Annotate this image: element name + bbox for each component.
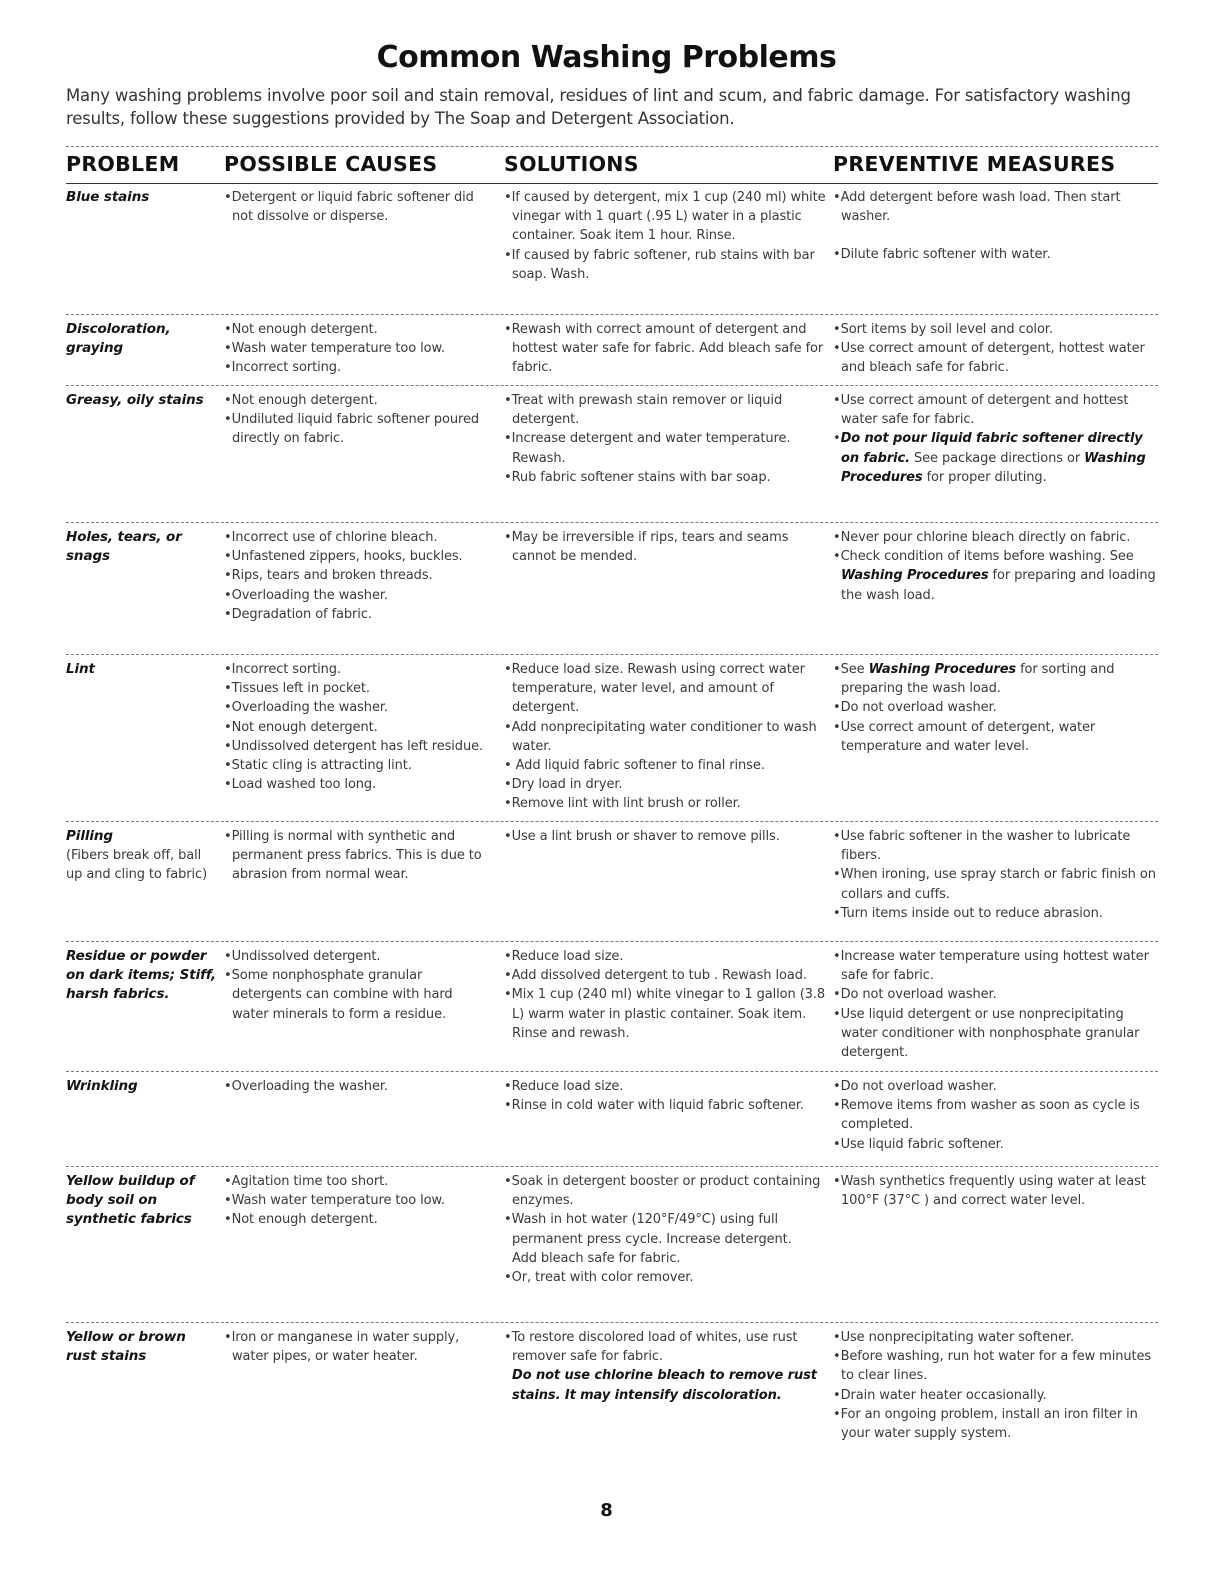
solutions-cell: • Rewash with correct amount of detergent and hottest water safe for fabric. Add bleach safe for fabric. <box>504 320 832 378</box>
solutions-cell: • Soak in detergent booster or product containing enzymes. • Wash in hot water (120°F/49°C) using full permanent press cycle. Increase detergent. Add bleach safe for fabric. • Or, treat with color remover. <box>504 1172 832 1287</box>
problem-name: Lint <box>66 661 95 677</box>
causes-cell: • Overloading the washer. <box>224 1077 492 1096</box>
table-row <box>66 1322 1158 1452</box>
causes-cell: • Iron or manganese in water supply, water pipes, or water heater. <box>224 1328 492 1366</box>
causes-cell: • Incorrect sorting. • Tissues left in pocket. • Overloading the washer. • Not enough detergent. • Undissolved detergent has left residue. • Static cling is attracting lint. • Load washed too long. <box>224 660 492 794</box>
problem-name: Greasy, oily stains <box>66 392 204 408</box>
table-row <box>66 654 1158 822</box>
solutions-cell: • Treat with prewash stain remover or liquid detergent. • Increase detergent and water temperature. Rewash. • Rub fabric softener stains with bar soap. <box>504 391 832 487</box>
solutions-cell: • To restore discolored load of whites, use rust remover safe for fabric. Do not use chlorine bleach to remove rust stains. It may intensify discoloration. <box>504 1328 832 1405</box>
prevention-cell: • Use fabric softener in the washer to lubricate fibers. • When ironing, use spray starch or fabric finish on collars and cuffs. • Turn items inside out to reduce abrasion. <box>833 827 1159 923</box>
table-row <box>66 522 1158 655</box>
table-header <box>66 146 1158 184</box>
prevention-cell: • Use correct amount of detergent and hottest water safe for fabric. • Do not pour liquid fabric softener directly on fabric. See package directions or Washing Procedures for proper diluting. <box>833 391 1159 487</box>
problem-name: Pilling <box>66 828 113 844</box>
prevention-cell: • Never pour chlorine bleach directly on fabric. • Check condition of items before washing. See Washing Procedures for preparing and loading the wash load. <box>833 528 1159 605</box>
solutions-cell: • Use a lint brush or shaver to remove pills. <box>504 827 832 846</box>
prevention-cell: • Add detergent before wash load. Then start washer. • Dilute fabric softener with water. <box>833 188 1159 265</box>
prevention-cell: • Increase water temperature using hottest water safe for fabric. • Do not overload washer. • Use liquid detergent or use nonprecipitating water conditioner with nonphosphate granular detergent. <box>833 947 1159 1062</box>
prevention-cell: • Use nonprecipitating water softener. • Before washing, run hot water for a few minutes to clear lines. • Drain water heater occasionally. • For an ongoing problem, install an iron filter in your water supply system. <box>833 1328 1159 1443</box>
problem-name: Yellow or brown rust stains <box>66 1329 186 1365</box>
problem-name: Holes, tears, or snags <box>66 529 182 565</box>
table-row <box>66 821 1158 942</box>
problem-name: Discoloration, graying <box>66 321 171 357</box>
table-row <box>66 314 1158 386</box>
problem-name: Wrinkling <box>66 1078 138 1094</box>
causes-cell: • Incorrect use of chlorine bleach. • Unfastened zippers, hooks, buckles. • Rips, tears and broken threads. • Overloading the washer. • Degradation of fabric. <box>224 528 492 624</box>
solutions-cell: • Reduce load size. • Add dissolved detergent to tub . Rewash load. • Mix 1 cup (240 ml) white vinegar to 1 gallon (3.8 L) warm water in plastic container. Soak item. Rinse and rewash. <box>504 947 832 1043</box>
causes-cell: • Undissolved detergent. • Some nonphosphate granular detergents can combine with hard water minerals to form a residue. <box>224 947 492 1024</box>
causes-cell: • Not enough detergent. • Undiluted liquid fabric softener poured directly on fabric. <box>224 391 492 449</box>
problem-name: Yellow buildup of body soil on synthetic fabrics <box>66 1173 195 1228</box>
prevention-cell: • Do not overload washer. • Remove items from washer as soon as cycle is completed. • Use liquid fabric softener. <box>833 1077 1159 1154</box>
prevention-cell: • See Washing Procedures for sorting and preparing the wash load. • Do not overload washer. • Use correct amount of detergent, water temperature and water level. <box>833 660 1159 756</box>
solutions-cell: • If caused by detergent, mix 1 cup (240 ml) white vinegar with 1 quart (.95 L) water in a plastic container. Soak item 1 hour. Rinse. • If caused by fabric softener, rub stains with bar soap. Wash. <box>504 188 832 284</box>
header-possible-causes: POSSIBLE CAUSES <box>224 152 438 176</box>
causes-cell: • Detergent or liquid fabric softener did not dissolve or disperse. <box>224 188 492 226</box>
solutions-cell: • Reduce load size. Rewash using correct water temperature, water level, and amount of detergent. • Add nonprecipitating water conditioner to wash water. • Add liquid fabric softener to final rinse. • Dry load in dryer. • Remove lint with lint brush or roller. <box>504 660 832 814</box>
prevention-cell: • Sort items by soil level and color. • Use correct amount of detergent, hottest water and bleach safe for fabric. <box>833 320 1159 378</box>
rust-warning: Do not use chlorine bleach to remove rust stains. It may intensify discoloration. <box>512 1368 817 1403</box>
header-problem: PROBLEM <box>66 152 180 176</box>
problem-name: Blue stains <box>66 189 150 205</box>
table-row <box>66 182 1158 315</box>
header-preventive-measures: PREVENTIVE MEASURES <box>833 152 1116 176</box>
page-number: 8 <box>600 1500 613 1521</box>
table-row <box>66 1071 1158 1167</box>
causes-cell: • Pilling is normal with synthetic and permanent press fabrics. This is due to abrasion from normal wear. <box>224 827 492 885</box>
table-row <box>66 941 1158 1072</box>
problem-note: (Fibers break off, ball up and cling to fabric) <box>66 848 208 883</box>
page-title: Common Washing Problems <box>376 40 837 75</box>
table-row <box>66 385 1158 523</box>
causes-cell: • Agitation time too short. • Wash water temperature too low. • Not enough detergent. <box>224 1172 492 1230</box>
table-row <box>66 1166 1158 1323</box>
intro-paragraph: Many washing problems involve poor soil and stain removal, residues of lint and scum, and fabric damage. For satisfactory washing results, follow these suggestions provided by The Soap and Detergent Association. <box>66 86 1131 128</box>
causes-cell: • Not enough detergent. • Wash water temperature too low. • Incorrect sorting. <box>224 320 492 378</box>
solutions-cell: • Reduce load size. • Rinse in cold water with liquid fabric softener. <box>504 1077 832 1115</box>
solutions-cell: • May be irreversible if rips, tears and seams cannot be mended. <box>504 528 832 566</box>
problem-name: Residue or powder on dark items; Stiff, harsh fabrics. <box>66 948 216 1003</box>
prevention-cell: • Wash synthetics frequently using water at least 100°F (37°C ) and correct water level. <box>833 1172 1159 1210</box>
header-solutions: SOLUTIONS <box>504 152 639 176</box>
